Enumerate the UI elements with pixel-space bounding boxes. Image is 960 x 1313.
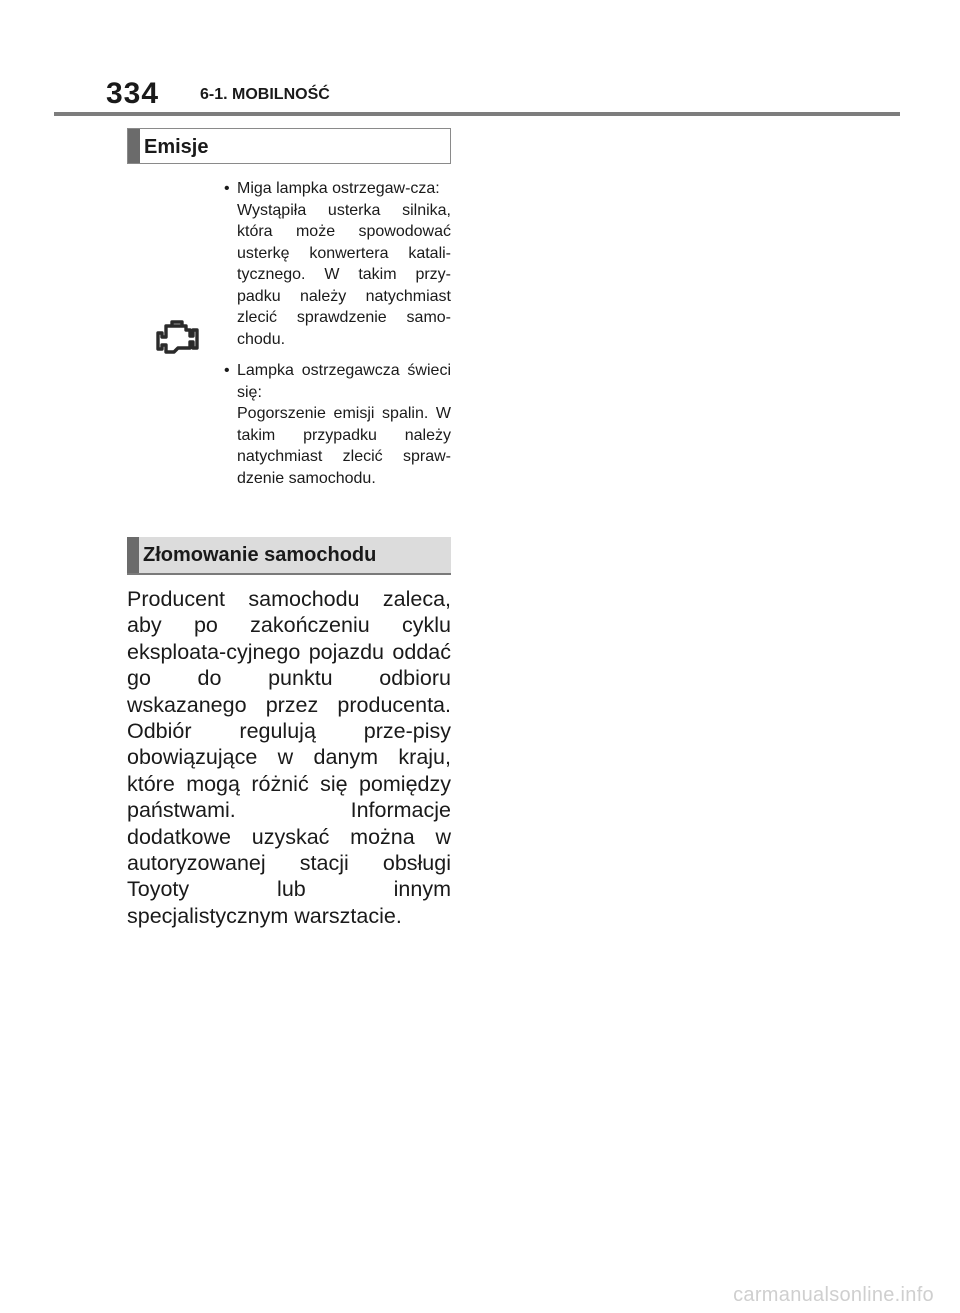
section-title: Emisje	[144, 136, 209, 158]
watermark: carmanualsonline.info	[733, 1284, 934, 1306]
header-rule	[54, 112, 900, 116]
warning-condition: Lampka ostrzegawcza świeci się:	[237, 362, 451, 401]
warning-description: Wystąpiła usterka silnika, która może spowodować usterkę konwertera katali-tycznego. W takim przy-padku należy natychmiast zlecić sprawdzenie samo-chodu.	[237, 201, 451, 348]
warning-condition: Miga lampka ostrzegaw-cza:	[237, 180, 440, 197]
section-tab-marker	[128, 129, 140, 163]
warning-list	[224, 178, 451, 499]
chapter-title: 6-1. MOBILNOŚĆ	[200, 86, 330, 103]
bullet: •	[224, 180, 230, 197]
section-tab-marker	[127, 537, 139, 573]
check-engine-icon	[156, 318, 202, 354]
warning-description: Pogorszenie emisji spalin. W takim przypadku należy natychmiast zlecić spraw-dzenie samochodu.	[237, 405, 451, 487]
section-title: Złomowanie samochodu	[143, 544, 377, 566]
scrapping-paragraph: Producent samochodu zaleca, aby po zakończeniu cyklu eksploata-cyjnego pojazdu oddać go do punktu odbioru wskazanego przez producenta. Odbiór regulują prze-pisy obowiązujące w danym kraju, które mogą różnić się pomiędzy państwami. Informacje dodatkowe uzyskać można w autoryzowanej stacji obsługi Toyoty lub innym specjalistycznym warsztacie.	[127, 587, 451, 928]
bullet: •	[224, 362, 230, 379]
warning-item-blinking	[224, 178, 451, 350]
section-heading-scrapping	[127, 537, 451, 575]
page-number: 334	[106, 77, 160, 110]
section-heading-emissions	[127, 128, 451, 164]
warning-item-steady	[224, 360, 451, 489]
